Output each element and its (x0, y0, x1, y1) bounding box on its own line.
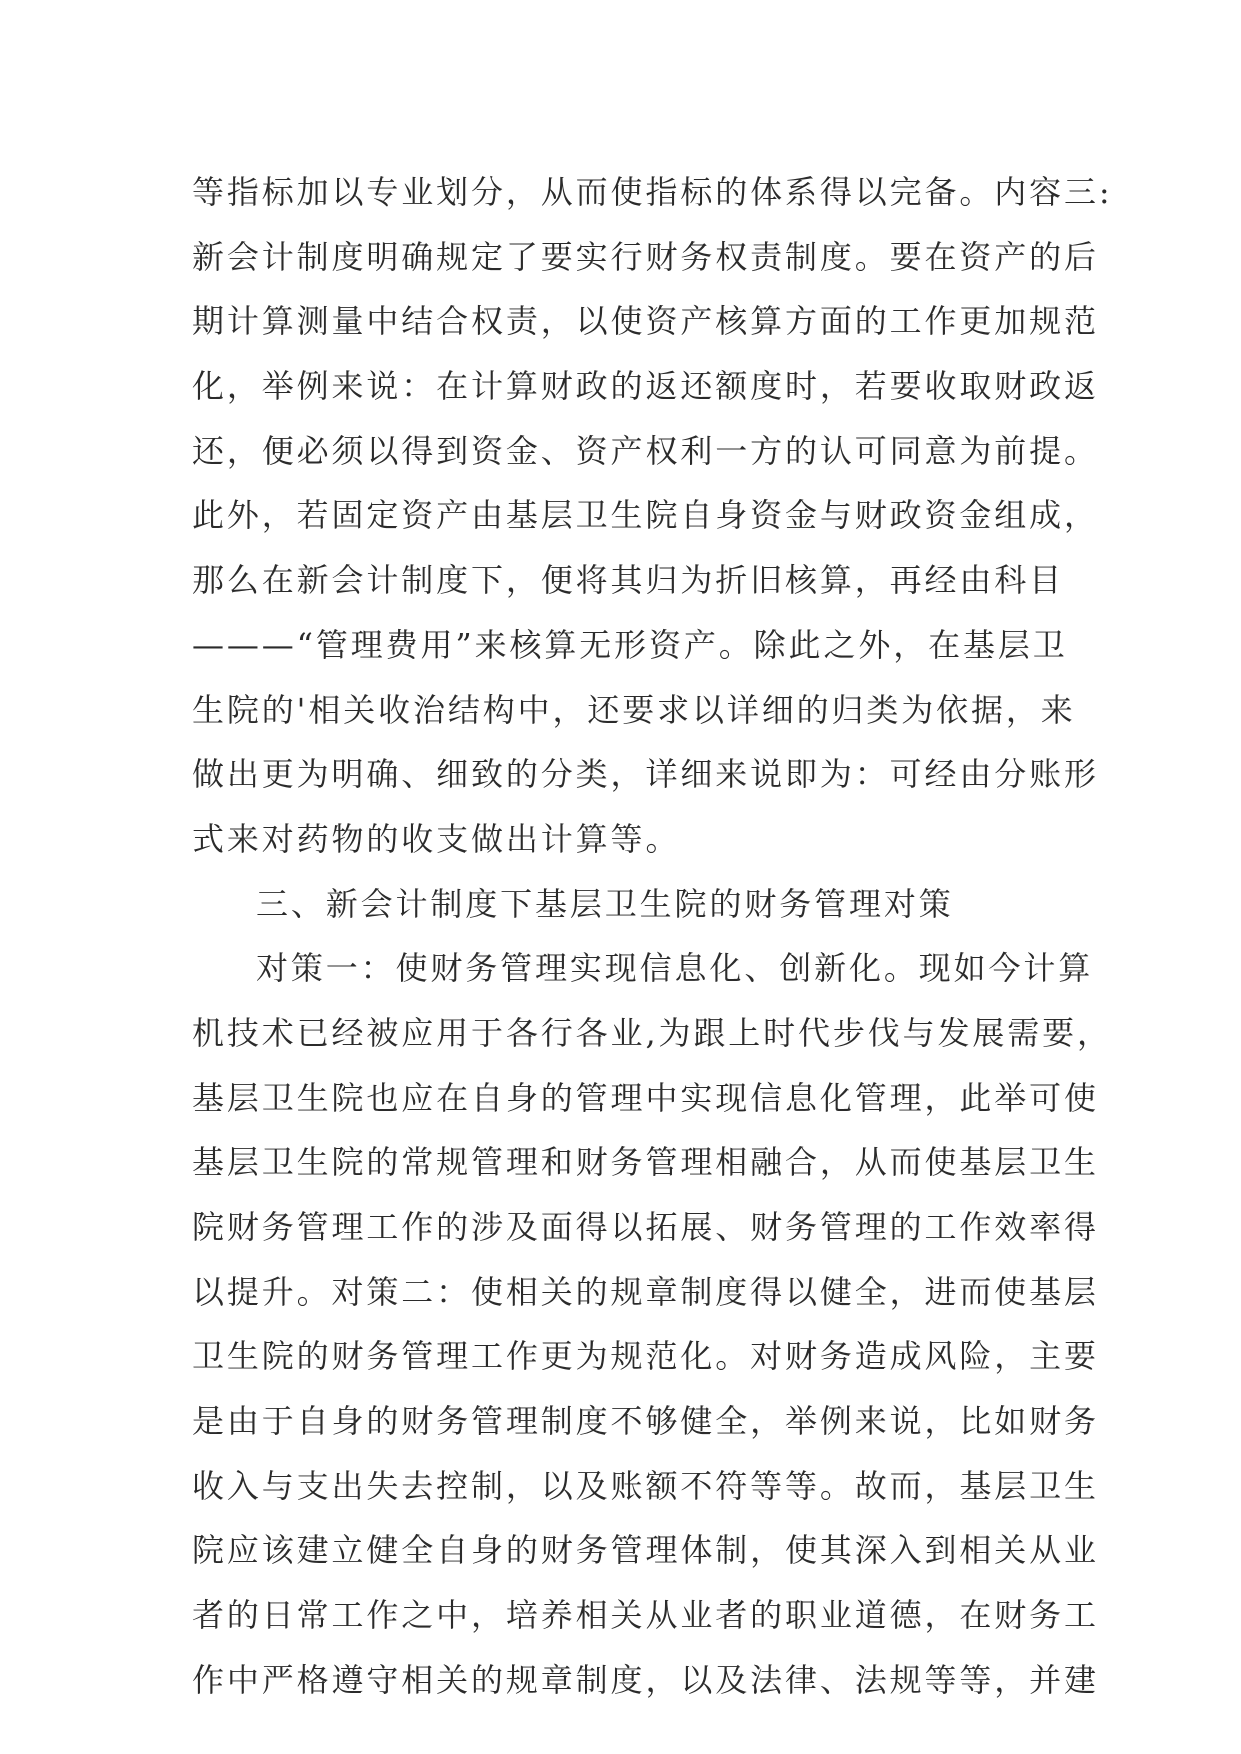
text-line: 院财务管理工作的涉及面得以拓展、财务管理的工作效率得 (192, 1208, 1099, 1246)
text-line: 机技术已经被应用于各行各业,为跟上时代步伐与发展需要， (192, 1013, 1112, 1052)
text-line: 还，便必须以得到资金、资产权利一方的认可同意为前提。 (192, 431, 1099, 470)
text-line: 作中严格遵守相关的规章制度，以及法律、法规等等，并建 (192, 1660, 1099, 1699)
text-line: ———“管理费用”来核算无形资产。除此之外，在基层卫 (192, 625, 1068, 664)
text-line: 新会计制度明确规定了要实行财务权责制度。要在资产的后 (192, 237, 1099, 276)
text-line: 此外，若固定资产由基层卫生院自身资金与财政资金组成， (192, 496, 1099, 535)
document-body (192, 160, 1113, 1713)
text-line: 式来对药物的收支做出计算等。 (192, 819, 681, 858)
text-line: 生院的'相关收治结构中，还要求以详细的归类为依据，来 (192, 690, 1076, 729)
text-line: 那么在新会计制度下，便将其归为折旧核算，再经由科目 (192, 561, 1065, 600)
text-line: 基层卫生院也应在自身的管理中实现信息化管理，此举可使 (192, 1078, 1099, 1117)
text-line: 以提升。对策二：使相关的规章制度得以健全，进而使基层 (192, 1272, 1099, 1311)
text-line: 卫生院的财务管理工作更为规范化。对财务造成风险，主要 (192, 1337, 1099, 1376)
text-line: 基层卫生院的常规管理和财务管理相融合，从而使基层卫生 (192, 1143, 1099, 1182)
text-line: 院应该建立健全自身的财务管理体制，使其深入到相关从业 (192, 1531, 1099, 1570)
text-line: 者的日常工作之中，培养相关从业者的职业道德，在财务工 (192, 1596, 1099, 1635)
text-line: 期计算测量中结合权责，以使资产核算方面的工作更加规范 (192, 302, 1099, 341)
text-line: 收入与支出失去控制，以及账额不符等等。故而，基层卫生 (192, 1466, 1099, 1505)
text-line: 等指标加以专业划分，从而使指标的体系得以完备。内容三: (192, 173, 1113, 211)
text-line: 化，举例来说：在计算财政的返还额度时，若要收取财政返 (192, 367, 1099, 406)
text-line: 是由于自身的财务管理制度不够健全，举例来说，比如财务 (192, 1402, 1099, 1441)
section-heading: 三、新会计制度下基层卫生院的财务管理对策 (256, 884, 954, 923)
paragraph-first-line: 对策一：使财务管理实现信息化、创新化。现如今计算 (256, 949, 1094, 988)
text-line: 做出更为明确、细致的分类，详细来说即为：可经由分账形 (192, 755, 1099, 794)
